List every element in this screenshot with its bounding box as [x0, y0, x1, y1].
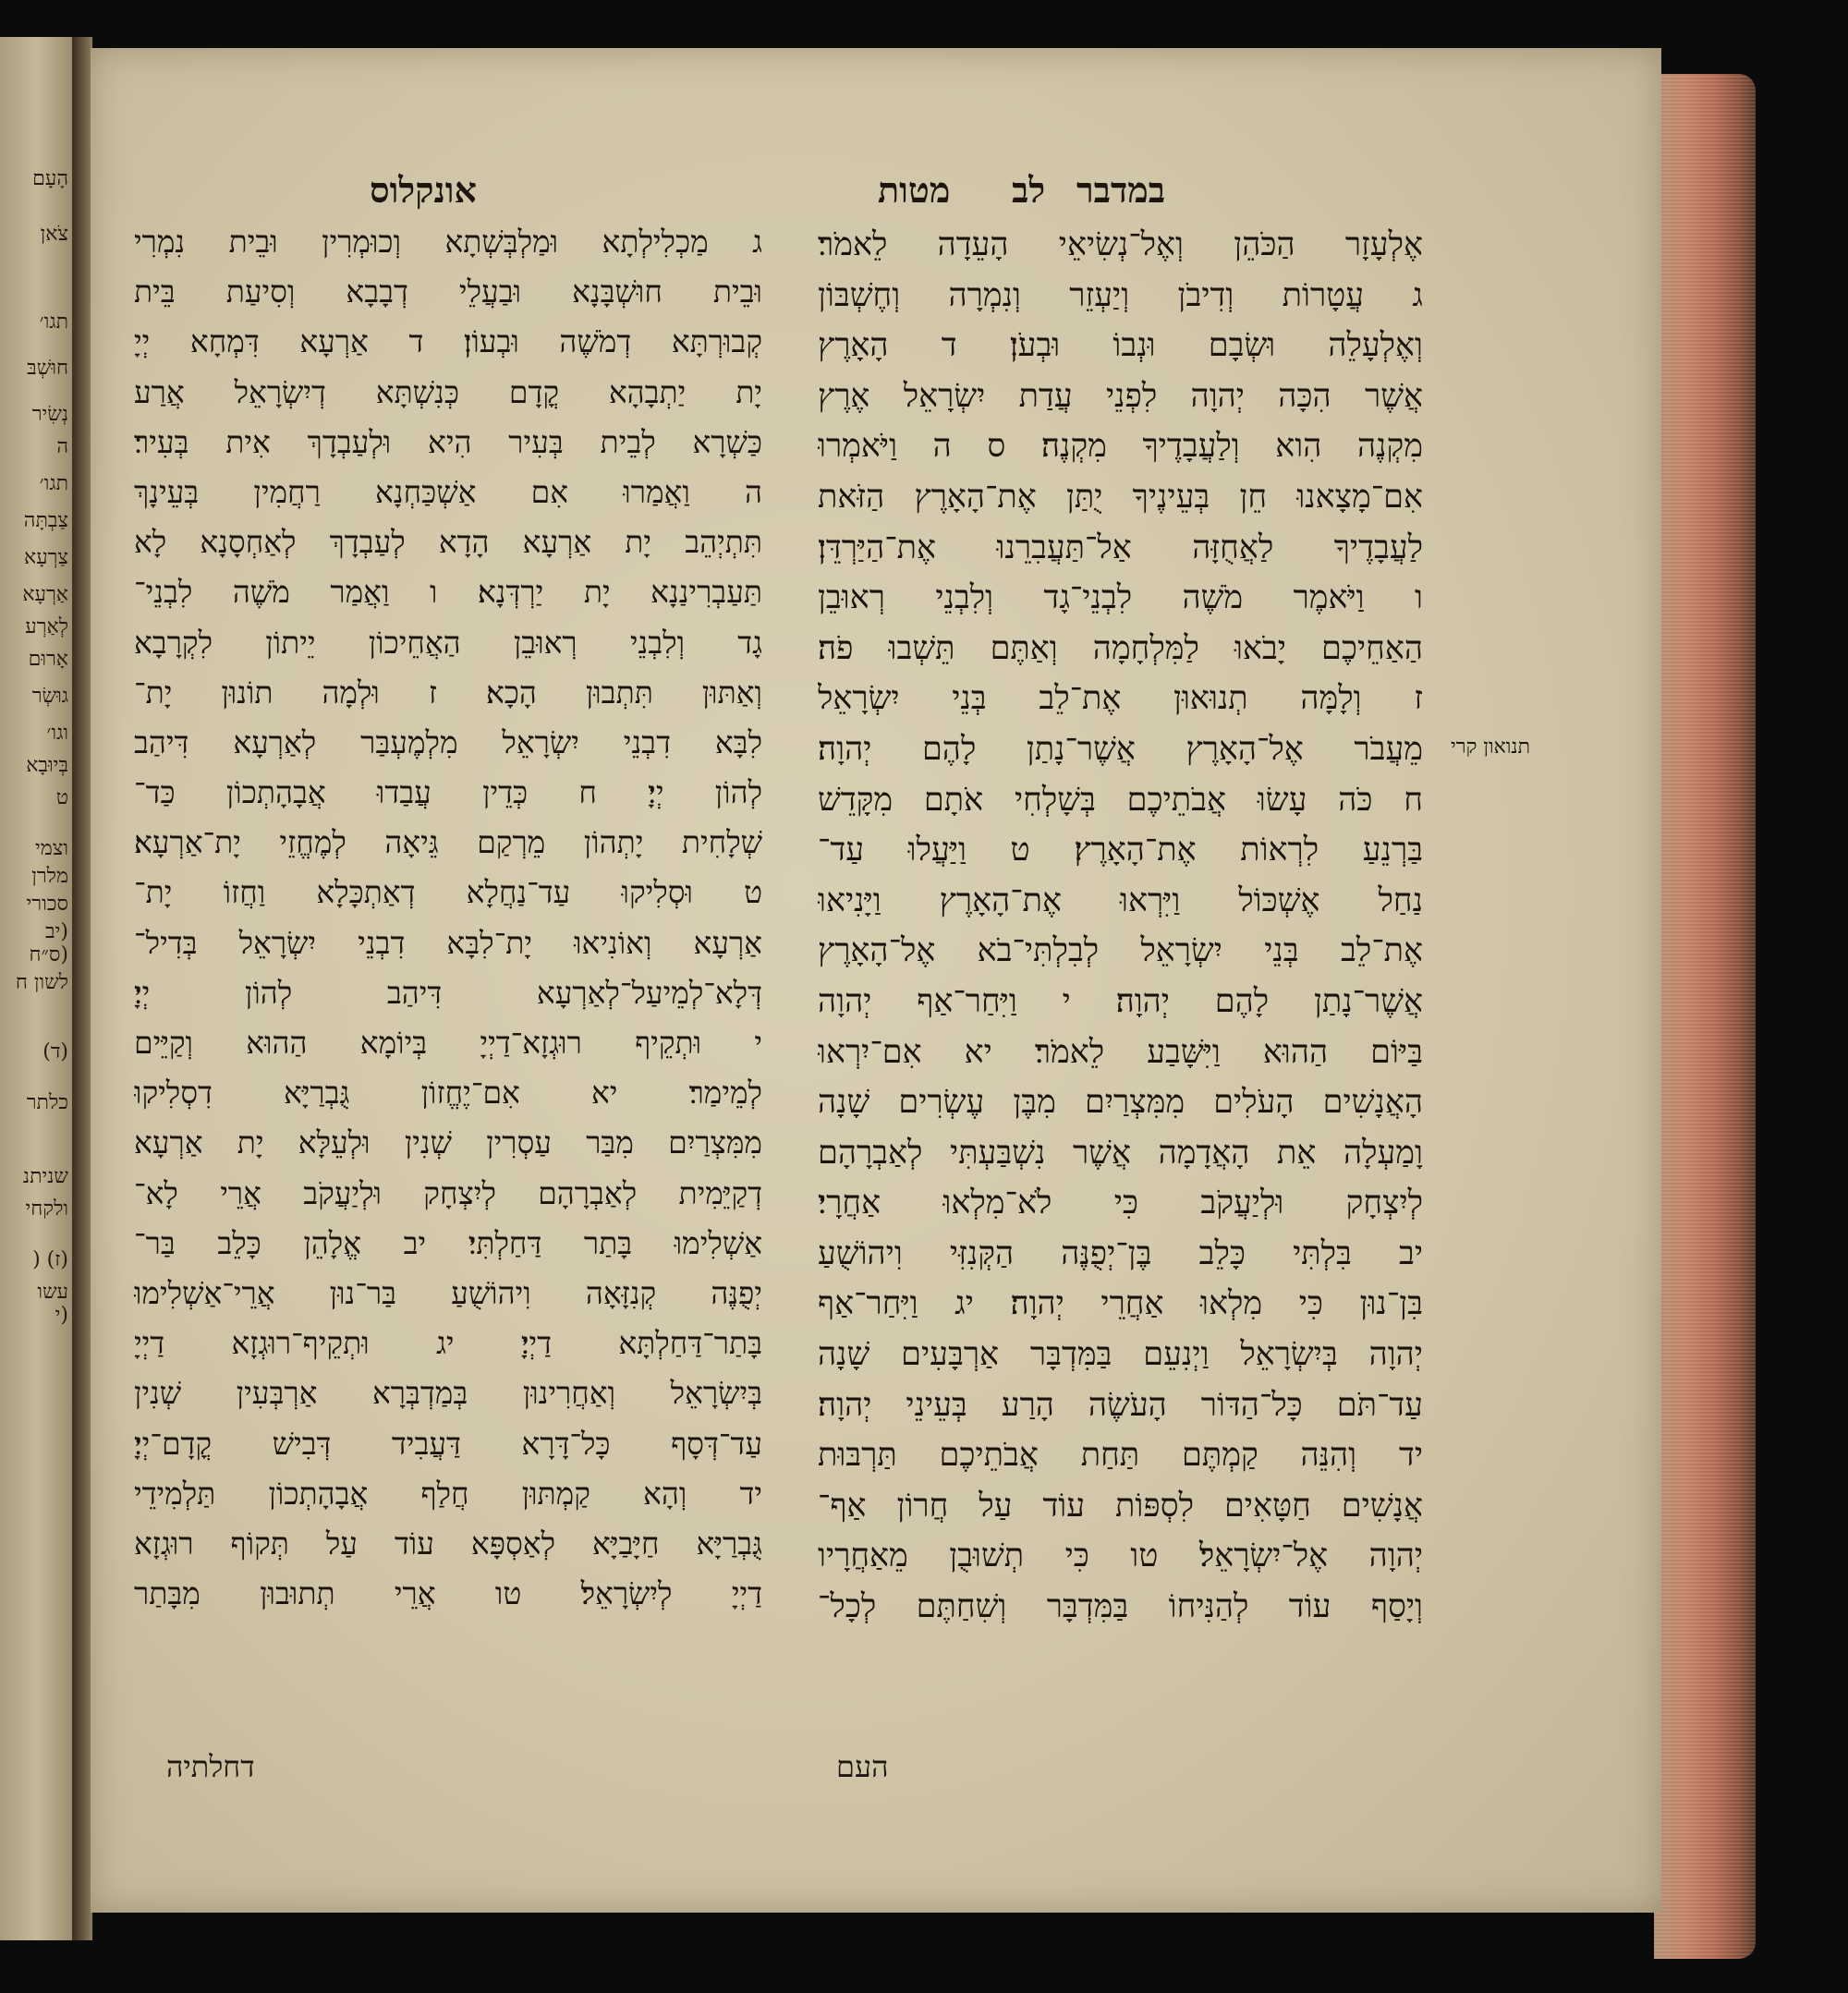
- facing-page-text-fragment: אָרוּם: [28, 648, 68, 671]
- onkelos-text-line: יָת יַתְבָהָא קֳדָם כְּנִשְׁתָּא דְיִשְׂרָאֵל אֲרַע: [134, 373, 762, 410]
- hebrew-text-line: אֲשֶׁר־נָתַן לָהֶם יְהוָה׃ י וַיִּחַר־אַף יְהוָה: [818, 982, 1423, 1020]
- onkelos-text-line: דְּלָא־לְמֵיעַל־לְאַרְעָא דִּיהַב לְהוֹן יְיָ׃: [134, 974, 762, 1011]
- hebrew-text-line: ו וַיֹּאמֶר מֹשֶׁה לִבְנֵי־גָד וְלִבְנֵי רְאוּבֵן: [818, 579, 1423, 617]
- onkelos-text-line: לְהוֹן יְיָ׃ ח כְּדֵין עֲבַדוּ אֲבָהָתְכוֹן כַּד־: [134, 774, 762, 811]
- onkelos-text-line: ט וּסְלִיקוּ עַד־נַחֲלָא דְאַתְכָּלָא וַחֲזוֹ יָת־: [134, 874, 762, 911]
- facing-page-text-fragment: לשון ח: [15, 971, 68, 994]
- onkelos-text-line: אַרְעָא וְאוֹנִיאוּ יָת־לִבָּא דִבְנֵי יִשְׂרָאֵל בְּדִיל־: [134, 924, 762, 961]
- onkelos-text-line: וְאַתּוּן תִּתְבוּן הָכָא׃ ז וּלְמָה תוֹנוּן יָת־: [134, 674, 762, 711]
- facing-page-fragment: [0, 37, 72, 1940]
- onkelos-text-line: שְׁלָחִית יָתְהוֹן מֵרְקַם גֵּיאָה לְמֶחֱזֵי יָת־אַרְעָא׃: [134, 824, 762, 861]
- header-book-name: במדבר: [1076, 169, 1166, 211]
- hebrew-text-line: יב בִּלְתִּי כָּלֵב בֶּן־יְפֻנֶּה הַקְּנִזִּי וִיהוֹשֻׁעַ: [818, 1234, 1423, 1272]
- hebrew-text-line: מֵעֲבֹר אֶל־הָאָרֶץ אֲשֶׁר־נָתַן לָהֶם יְהוָה׃: [818, 730, 1423, 768]
- onkelos-text-column: [134, 217, 762, 1619]
- hebrew-text-line: אֲשֶׁר הִכָּה יְהוָה לִפְנֵי עֲדַת יִשְׂרָאֵל אֶרֶץ: [818, 377, 1423, 415]
- hebrew-text-line: וְאֶלְעָלֵה וּשְׂבָם וּנְבוֹ וּבְעֹן׃ ד הָאָרֶץ: [818, 327, 1423, 365]
- hebrew-text-line: ז וְלָמָּה תְנוּאוּן אֶת־לֵב בְּנֵי יִשְׂרָאֵל: [818, 680, 1423, 718]
- hebrew-text-line: לְיִצְחָק וּלְיַעֲקֹב כִּי לֹא־מִלְאוּ אַחֲרָי׃: [818, 1185, 1423, 1222]
- hebrew-text-line: נַחַל אֶשְׁכּוֹל וַיִּרְאוּ אֶת־הָאָרֶץ וַיָּנִיאוּ: [818, 881, 1423, 919]
- book-gutter: [72, 37, 92, 1940]
- onkelos-text-line: דְקַיֵּמִית לְאַבְרָהָם לְיִצְחָק וּלְיַעֲקֹב אֲרֵי לָא־: [134, 1174, 762, 1211]
- facing-page-text-fragment: וגו׳: [46, 722, 68, 745]
- onkelos-text-line: י וּתְקֵיף רוּגְזָא־דַיְיָ בְּיוֹמָא הַהוּא וְקַיֵּים: [134, 1025, 762, 1061]
- facing-page-text-fragment: מלרן: [31, 865, 68, 888]
- onkelos-text-line: ג מַכְלִילְתָא וּמַלְבְּשְׁתָא וְכוּמְרִין וּבֵית נִמְרִי: [134, 224, 762, 260]
- onkelos-text-line: דַיְיָ לְיִשְׂרָאֵל׃ טו אֲרֵי תְתוּבוּן מִבָּתַר: [134, 1575, 762, 1612]
- hebrew-text-line: בַּרְנֵעַ לִרְאוֹת אֶת־הָאָרֶץ׃ ט וַיַּעֲלוּ עַד־: [818, 832, 1423, 869]
- facing-page-text-fragment: (ז) (: [32, 1248, 68, 1271]
- onkelos-text-line: תִּתְיְהֵב יָת אַרְעָא הָדָא לְעַבְדָךְ לְאַחְסָנָא לָא: [134, 524, 762, 561]
- onkelos-text-line: גֻּבְרַיָּא חַיָּבַיָּא לְאַסְפָּא עוֹד עַל תְּקוֹף רוּגְזָא: [134, 1525, 762, 1562]
- onkelos-text-line: יְפֻנֶּה קְנִזָּאָה וִיהוֹשֻׁעַ בַּר־נוּן אֲרֵי־אַשְׁלִימוּ: [134, 1274, 762, 1311]
- header-onkelos: אונקלוס: [370, 169, 477, 211]
- onkelos-text-line: וּבֵית חוּשְׁבָּנָא וּבַעֲלֵי דְבָבָא וְסִיעַת בֵּית: [134, 273, 762, 310]
- facing-page-text-fragment: (יב: [45, 920, 68, 943]
- facing-page-text-fragment: צַבְתָּה: [23, 509, 68, 532]
- catchword-hebrew: העם: [836, 1749, 889, 1784]
- facing-page-text-fragment: נְשִׂיר: [31, 403, 68, 426]
- margin-note-qere: תנואון קרי: [1451, 735, 1530, 759]
- hebrew-text-line: אִם־מָצָאנוּ חֵן בְּעֵינֶיךָ יֻתַּן אֶת־הָאָרֶץ הַזֹּאת: [818, 478, 1423, 516]
- facing-page-text-fragment: הָעָם: [32, 167, 68, 190]
- hebrew-text-line: וְיָסַף עוֹד לְהַנִּיחוֹ בַּמִּדְבָּר וְשִׁחַתֶּם לְכָל־: [818, 1588, 1423, 1626]
- hebrew-text-line: מִקְנֶה הִוא וְלַעֲבָדֶיךָ מִקְנֶה׃ ס ה וַיֹּאמְרוּ: [818, 428, 1423, 466]
- facing-page-text-fragment: חוּשְׁבּ: [27, 357, 68, 380]
- onkelos-text-line: גָד וְלִבְנֵי רְאוּבֵן הַאֲחֵיכוֹן יֵיתוֹן לִקְרָבָא: [134, 624, 762, 661]
- facing-page-text-fragment: צֹאן: [40, 223, 68, 246]
- onkelos-text-line: כַּשְׁרָא לְבֵית בְּעִיר הִיא וּלְעַבְדָךְ אִית בְּעִיר׃: [134, 423, 762, 460]
- header-parsha-name: מטות: [878, 169, 951, 211]
- facing-page-text-fragment: עשו: [37, 1281, 68, 1304]
- hebrew-text-line: הַאַחֵיכֶם יָבֹאוּ לַמִּלְחָמָה וְאַתֶּם תֵּשְׁבוּ פֹה׃: [818, 629, 1423, 667]
- onkelos-text-line: יד וְהָא קַמְתּוּן חֲלַף אֲבָהָתְכוֹן תַּלְמִידֵי: [134, 1475, 762, 1512]
- onkelos-text-line: לְמֵימַר׃ יא אִם־יֶחֱזוֹן גֻּבְרַיָּא דִסְלִיקוּ: [134, 1075, 762, 1112]
- onkelos-text-line: קְבוּרְתָּא דְמֹשֶׁה וּבְעוֹן׃ ד אַרְעָא דִּמְחָא יְיָ: [134, 323, 762, 360]
- hebrew-text-line: יְהוָה אֶל־יִשְׂרָאֵל׃ טו כִּי תְשׁוּבֻן מֵאַחֲרָיו: [818, 1537, 1423, 1575]
- hebrew-text-line: אֶת־לֵב בְּנֵי יִשְׂרָאֵל לְבִלְתִּי־בֹא אֶל־הָאָרֶץ: [818, 932, 1423, 970]
- onkelos-text-line: אַשְׁלִימוּ בָּתַר דַּחַלְתִּי׃ יב אֱלָהֵן כָּלֵב בַּר־: [134, 1224, 762, 1261]
- facing-page-text-fragment: (י: [55, 1304, 68, 1327]
- facing-page-text-fragment: וצמי: [35, 837, 68, 860]
- onkelos-text-line: בְּיִשְׂרָאֵל וְאַחֲרִינוּן בְּמַדְבְּרָא אַרְבְּעִין שְׁנִין: [134, 1375, 762, 1412]
- hebrew-text-line: עַד־תֹּם כָּל־הַדּוֹר הָעֹשֶׂה הָרַע בְּעֵינֵי יְהוָה׃: [818, 1386, 1423, 1424]
- hebrew-text-line: ח כֹּה עָשׂוּ אֲבֹתֵיכֶם בְּשָׁלְחִי אֹתָם מִקָּדֵשׁ: [818, 781, 1423, 819]
- facing-page-text-fragment: כלתר: [26, 1091, 68, 1114]
- facing-page-text-fragment: תגו׳: [39, 472, 68, 495]
- facing-page-text-fragment: (ס״ח: [29, 943, 68, 966]
- hebrew-text-line: יְהוָה בְּיִשְׂרָאֵל וַיְנִעֵם בַּמִּדְבָּר אַרְבָּעִים שָׁנָה: [818, 1336, 1423, 1374]
- hebrew-text-column: [818, 220, 1423, 1633]
- facing-page-text-fragment: שניתנ: [22, 1165, 68, 1188]
- onkelos-text-line: בָּתַר־דַּחַלְתָּא דַיְיָ׃ יג וּתְקֵיף־רוּגְזָא דַיְיָ: [134, 1325, 762, 1362]
- onkelos-text-line: ה וַאֲמַרוּ אִם אַשְׁכַּחְנָא רַחֲמִין בְּעֵינָךְ: [134, 473, 762, 510]
- hebrew-text-line: יד וְהִנֵּה קַמְתֶּם תַּחַת אֲבֹתֵיכֶם תַּרְבּוּת: [818, 1437, 1423, 1475]
- facing-page-text-fragment: ט: [55, 786, 68, 809]
- catchword-onkelos: דחלתיה: [166, 1749, 255, 1784]
- facing-page-text-fragment: ה: [56, 435, 68, 458]
- facing-page-text-fragment: צַרְעָא: [24, 546, 68, 569]
- hebrew-text-line: בִּן־נוּן כִּי מִלְאוּ אַחֲרֵי יְהוָה׃ יג וַיִּחַר־אַף: [818, 1285, 1423, 1323]
- hebrew-text-line: בַּיּוֹם הַהוּא וַיִּשָּׁבַע לֵאמֹר׃ יא אִם־יִרְאוּ: [818, 1033, 1423, 1071]
- onkelos-text-line: לִבָּא דִבְנֵי יִשְׂרָאֵל מִלְמֶעְבַּר לְאַרְעָא דִּיהַב: [134, 723, 762, 760]
- hebrew-text-line: הָאֲנָשִׁים הָעֹלִים מִמִּצְרַיִם מִבֶּן עֶשְׂרִים שָׁנָה: [818, 1084, 1423, 1122]
- facing-page-text-fragment: בְּיוּבָא: [26, 754, 68, 777]
- hebrew-text-line: ג עֲטָרוֹת וְדִיבֹן וְיַעְזֵר וְנִמְרָה וְחֶשְׁבּוֹן: [818, 276, 1423, 314]
- onkelos-text-line: תַּעַבְרִינַנָא יָת יַרְדְּנָא׃ ו וַאֲמַר מֹשֶׁה לִבְנֵי־: [134, 574, 762, 611]
- facing-page-text-fragment: תגו׳: [39, 310, 68, 334]
- facing-page-text-fragment: לְאַרְע: [25, 615, 68, 638]
- facing-page-text-fragment: (ד): [43, 1040, 68, 1063]
- hebrew-text-line: לַעֲבָדֶיךָ לַאֲחֻזָּה אַל־תַּעֲבִרֵנוּ אֶת־הַיַּרְדֵּן׃: [818, 529, 1423, 566]
- header-chapter-number: לב: [1012, 169, 1046, 211]
- onkelos-text-line: מִמִּצְרַיִם מִבַּר עַסְרִין שְׁנִין וּלְעֵלָּא יָת אַרְעָא: [134, 1124, 762, 1161]
- onkelos-text-line: עַד־דְּסָף כָּל־דָּרָא דַּעֲבִיד דְּבִישׁ קֳדָם־יְיָ׃: [134, 1425, 762, 1462]
- hebrew-text-line: אֲנָשִׁים חַטָּאִים לִסְפּוֹת עוֹד עַל חֲרוֹן אַף־: [818, 1487, 1423, 1525]
- page-edges-texture: [1654, 74, 1756, 1959]
- hebrew-text-line: אֶלְעָזָר הַכֹּהֵן וְאֶל־נְשִׂיאֵי הָעֵדָה לֵאמֹר׃: [818, 226, 1423, 263]
- facing-page-text-fragment: סכורי: [26, 893, 68, 916]
- facing-page-text-fragment: גוּשְׂר: [31, 685, 68, 708]
- facing-page-text-fragment: ולקחי: [25, 1197, 68, 1221]
- facing-page-text-fragment: אַרְעָא: [22, 583, 68, 606]
- hebrew-text-line: וָמַעְלָה אֵת הָאֲדָמָה אֲשֶׁר נִשְׁבַּעְתִּי לְאַבְרָהָם: [818, 1134, 1423, 1172]
